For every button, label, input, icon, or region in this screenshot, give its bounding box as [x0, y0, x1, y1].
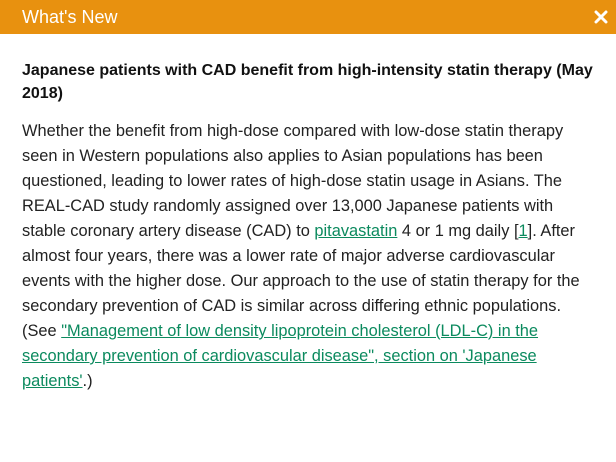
article-text-2: 4 or 1 mg daily [ — [397, 222, 519, 240]
close-button[interactable] — [592, 8, 610, 26]
dialog-titlebar — [0, 0, 616, 34]
pitavastatin-link[interactable]: pitavastatin — [314, 222, 398, 240]
article-text-4: .) — [82, 372, 93, 390]
dialog-title: What's New — [22, 6, 118, 27]
article-text-3: ]. After almost four years, there was a lower rate of major adverse cardiovascular events with the higher dose. Our approach to the use of statin therapy for the secondary prevention of CAD is similar across differing ethnic populations. (See — [22, 222, 580, 340]
dialog-content — [0, 34, 616, 394]
close-icon — [594, 10, 608, 24]
article-body — [22, 119, 594, 394]
topic-link[interactable]: "Management of low density lipoprotein cholesterol (LDL-C) in the secondary prevention of cardiovascular disease", section on 'Japanese patients' — [22, 322, 539, 390]
reference-link[interactable]: 1 — [518, 222, 528, 240]
article-text-1: Whether the benefit from high-dose compared with low-dose statin therapy seen in Western populations also applies to Asian populations has been questioned, leading to lower rates of high-dose statin usage in Asians. The REAL-CAD study randomly assigned over 13,000 Japanese patients with stable coronary artery disease (CAD) to — [22, 122, 564, 240]
article-headline: Japanese patients with CAD benefit from high-intensity statin therapy (May 2018) — [22, 62, 593, 102]
